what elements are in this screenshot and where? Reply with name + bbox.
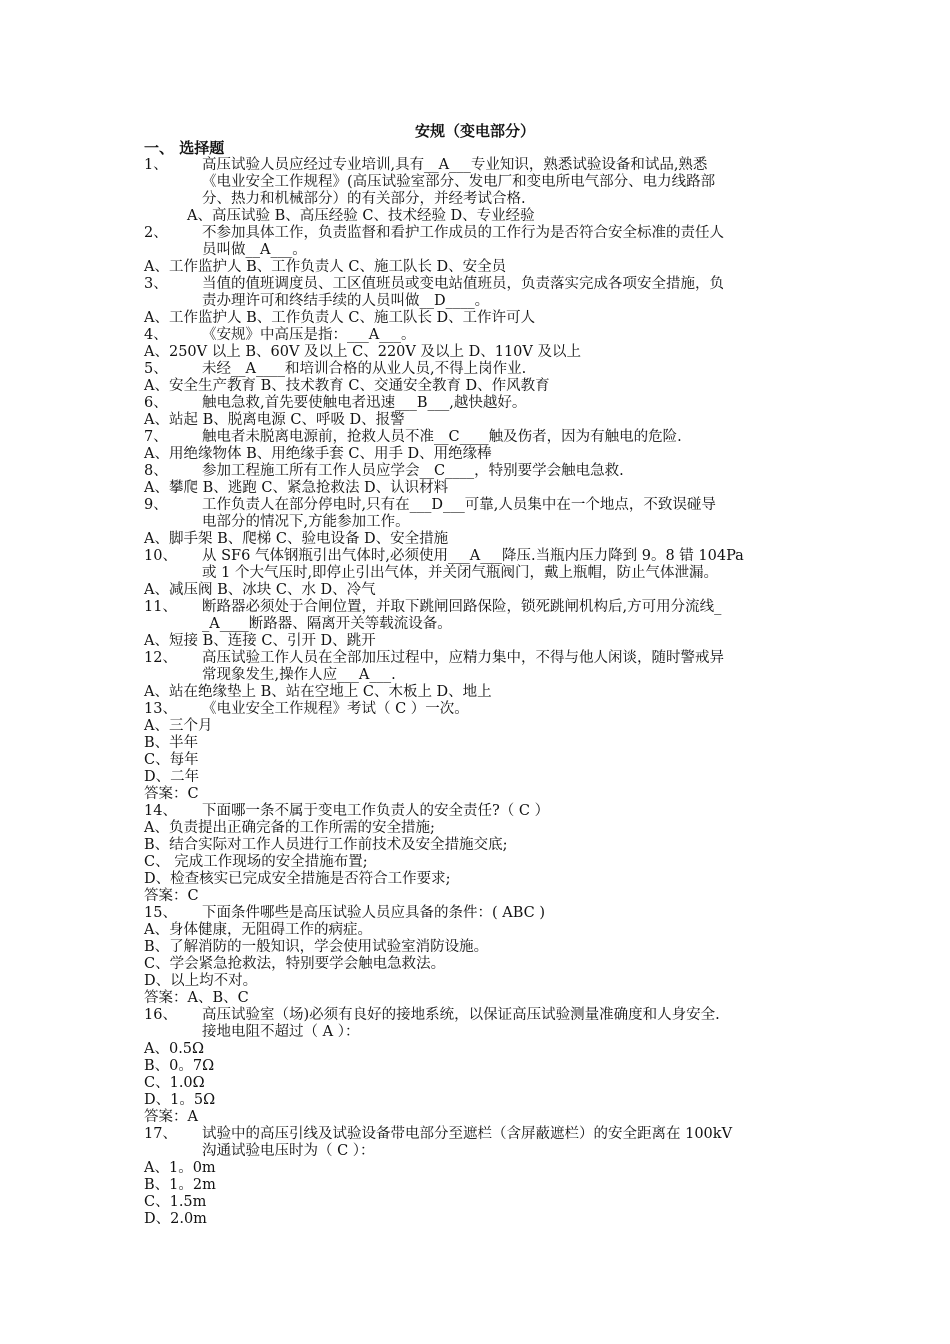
text-line: 沟通试验电压时为（ C ）： bbox=[202, 1143, 375, 1159]
text-line: A、站起 B、脱离电源 C、呼吸 D、报警 bbox=[144, 412, 405, 428]
text-line: 工作负责人在部分停电时,只有在___D___可靠,人员集中在一个地点，不致误碰导 bbox=[202, 497, 716, 513]
text-line: 4、 bbox=[144, 327, 168, 343]
text-line: D、检查核实已完成安全措施是否符合工作要求; bbox=[144, 871, 451, 887]
text-line: 员叫做__A___。 bbox=[202, 242, 307, 258]
text-line: A、0.5Ω bbox=[144, 1041, 205, 1057]
text-line: 《电业安全工作规程》考试（ C ）一次。 bbox=[202, 701, 469, 717]
text-line: 断路器必须处于合闸位置，并取下跳闸回路保险，锁死跳闸机构后,方可用分流线_ bbox=[202, 599, 722, 615]
text-line: 触电者未脱离电源前，抢救人员不准__C____触及伤者，因为有触电的危险. bbox=[202, 429, 682, 445]
text-line: 未经__A____和培训合格的从业人员,不得上岗作业. bbox=[202, 361, 527, 377]
text-line: 7、 bbox=[144, 429, 168, 445]
text-line: A、减压阀 B、冰块 C、水 D、冷气 bbox=[144, 582, 376, 598]
text-line: 8、 bbox=[144, 463, 168, 479]
text-line: 2、 bbox=[144, 225, 168, 241]
text-line: A、脚手架 B、爬梯 C、验电设备 D、安全措施 bbox=[144, 531, 449, 547]
text-line: 《安规》中高压是指：___A___。 bbox=[202, 327, 416, 343]
text-line: B、了解消防的一般知识，学会使用试验室消防设施。 bbox=[144, 939, 489, 955]
text-line: 触电急救,首先要使触电者迅速___B___,越快越好。 bbox=[202, 395, 527, 411]
text-line: A、负责提出正确完备的工作所需的安全措施; bbox=[144, 820, 435, 836]
text-line: A、高压试验 B、高压经验 C、技术经验 D、专业经验 bbox=[187, 208, 535, 224]
text-line: 6、 bbox=[144, 395, 168, 411]
text-line: 答案：C bbox=[144, 786, 199, 802]
text-line: 答案：A bbox=[144, 1109, 198, 1125]
text-line: A、身体健康，无阻碍工作的病症。 bbox=[144, 922, 372, 938]
text-line: 16、 bbox=[144, 1007, 177, 1023]
text-line: 14、 bbox=[144, 803, 177, 819]
text-line: A、1。0m bbox=[144, 1160, 216, 1176]
text-line: A、短接 B、连接 C、引开 D、跳开 bbox=[144, 633, 376, 649]
text-line: 高压试验工作人员在全部加压过程中，应精力集中，不得与他人闲谈，随时警戒异 bbox=[202, 650, 724, 666]
text-line: 当值的值班调度员、工区值班员或变电站值班员，负责落实完成各项安全措施，负 bbox=[202, 276, 724, 292]
text-line: 答案：C bbox=[144, 888, 199, 904]
section-heading: 一、 选择题 bbox=[144, 139, 225, 157]
text-line: A、工作监护人 B、工作负责人 C、施工队长 D、安全员 bbox=[144, 259, 507, 275]
text-line: A、站在绝缘垫上 B、站在空地上 C、木板上 D、地上 bbox=[144, 684, 492, 700]
text-line: 答案：A、B、C bbox=[144, 990, 249, 1006]
text-line: D、2.0m bbox=[144, 1211, 207, 1227]
text-line: A、工作监护人 B、工作负责人 C、施工队长 D、工作许可人 bbox=[144, 310, 536, 326]
text-line: 11、 bbox=[144, 599, 177, 615]
text-line: 常现象发生,操作人应___A___. bbox=[202, 667, 396, 683]
text-line: 电部分的情况下,方能参加工作。 bbox=[202, 514, 410, 530]
text-line: C、每年 bbox=[144, 752, 199, 768]
text-line: 分、热力和机械部分）的有关部分，并经考试合格. bbox=[202, 191, 526, 207]
text-line: 不参加具体工作，负责监督和看护工作成员的工作行为是否符合安全标准的责任人 bbox=[202, 225, 724, 241]
text-line: 17、 bbox=[144, 1126, 177, 1142]
text-line: 1、 bbox=[144, 157, 168, 173]
text-line: C、1.5m bbox=[144, 1194, 207, 1210]
text-line: 下面条件哪些是高压试验人员应具备的条件：( ABC ) bbox=[202, 905, 546, 921]
text-line: 13、 bbox=[144, 701, 177, 717]
text-line: A、三个月 bbox=[144, 718, 213, 734]
text-line: B、半年 bbox=[144, 735, 199, 751]
text-line: A、安全生产教育 B、技术教育 C、交通安全教育 D、作风教育 bbox=[144, 378, 550, 394]
text-line: B、结合实际对工作人员进行工作前技术及安全措施交底; bbox=[144, 837, 508, 853]
text-line: 接地电阻不超过（ A ）： bbox=[202, 1024, 360, 1040]
text-line: 从 SF6 气体钢瓶引出气体时,必须使用___A___降压.当瓶内压力降到 9。8 错 104Pa bbox=[202, 548, 744, 564]
text-line: 3、 bbox=[144, 276, 168, 292]
text-line: 15、 bbox=[144, 905, 177, 921]
text-line: B、0。7Ω bbox=[144, 1058, 215, 1074]
text-line: 下面哪一条不属于变电工作负责人的安全责任?（ C ） bbox=[202, 803, 550, 819]
text-line: 《电业安全工作规程》(高压试验室部分、发电厂和变电所电气部分、电力线路部 bbox=[202, 174, 716, 190]
text-line: 高压试验人员应经过专业培训,具有__A___专业知识，熟悉试验设备和试品,熟悉 bbox=[202, 157, 708, 173]
text-line: D、以上均不对。 bbox=[144, 973, 258, 989]
text-line: 5、 bbox=[144, 361, 168, 377]
text-line: 或 1 个大气压时,即停止引出气体，并关闭气瓶阀门，戴上瓶帽，防止气体泄漏。 bbox=[202, 565, 719, 581]
text-line: C、学会紧急抢救法，特别要学会触电急救法。 bbox=[144, 956, 446, 972]
text-line: D、1。5Ω bbox=[144, 1092, 216, 1108]
text-line: 责办理许可和终结手续的人员叫做__D____。 bbox=[202, 293, 490, 309]
text-line: C、1.0Ω bbox=[144, 1075, 205, 1091]
text-line: D、二年 bbox=[144, 769, 200, 785]
text-line: 高压试验室（场)必须有良好的接地系统，以保证高压试验测量准确度和人身安全. bbox=[202, 1007, 720, 1023]
text-line: 参加工程施工所有工作人员应学会__C____，特别要学会触电急救. bbox=[202, 463, 624, 479]
text-line: A、250V 以上 B、60V 及以上 C、220V 及以上 D、110V 及以上 bbox=[144, 344, 581, 360]
page-title: 安规（变电部分） bbox=[414, 122, 535, 140]
text-line: 试验中的高压引线及试验设备带电部分至遮栏（含屏蔽遮栏）的安全距离在 100kV bbox=[202, 1126, 733, 1142]
text-line: _A____断路器、隔离开关等载流设备。 bbox=[202, 616, 452, 632]
text-line: B、1。2m bbox=[144, 1177, 216, 1193]
text-line: 10、 bbox=[144, 548, 177, 564]
text-line: 9、 bbox=[144, 497, 168, 513]
text-line: 12、 bbox=[144, 650, 177, 666]
text-line: C、 完成工作现场的安全措施布置; bbox=[144, 854, 368, 870]
text-line: A、用绝缘物体 B、用绝缘手套 C、用手 D、用绝缘棒 bbox=[144, 446, 492, 462]
text-line: A、攀爬 B、逃跑 C、紧急抢救法 D、认识材料 bbox=[144, 480, 449, 496]
